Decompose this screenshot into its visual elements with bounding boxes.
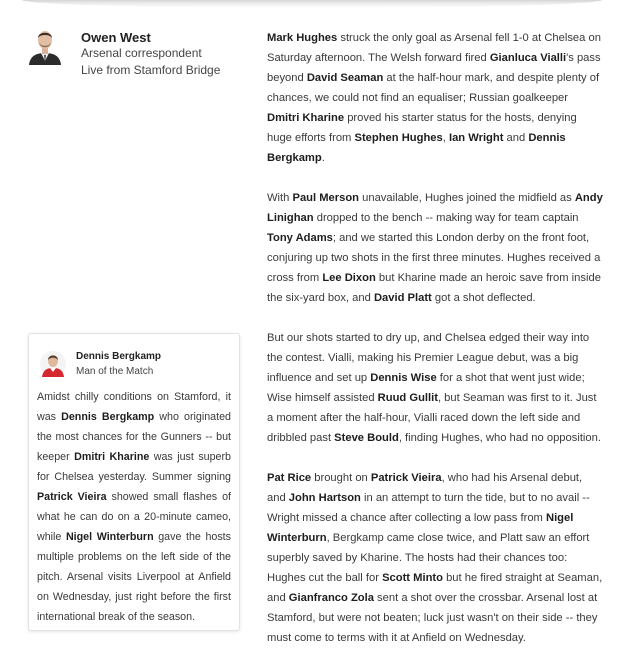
player-name: Stephen Hughes — [354, 132, 443, 144]
author-location: Live from Stamford Bridge — [81, 63, 221, 77]
player-name: Dennis Bergkamp — [267, 132, 566, 164]
text-run: showed small flashes of what he can do on a 20-minute cameo, while — [37, 491, 231, 543]
text-run: who originated the most chances for the Gunners -- but keeper — [37, 411, 231, 463]
text-run: sent a shot over the crossbar. Arsenal lost at Stamford, but were not beaten; luck just wasn't on their side -- they must come to terms with it at Anfield on Wednesday. — [267, 592, 598, 644]
author-name: Owen West — [81, 30, 151, 45]
text-run: , but Seaman was first to it. Just a moment after the half-hour, Vialli raced down the left side and dribbled past — [267, 392, 597, 444]
text-run: and — [503, 132, 529, 144]
text-run: for a shot that went just wide; Wise himself assisted — [267, 372, 585, 404]
player-name: Scott Minto — [382, 572, 443, 584]
text-run: at the half-hour mark, and despite plenty of chances, we could not find an equaliser; Russian goalkeeper — [267, 72, 600, 104]
text-run: , — [442, 132, 449, 144]
report-paragraph — [267, 468, 603, 648]
report-paragraph — [267, 188, 603, 308]
text-run: , who had his Arsenal debut, and — [267, 472, 583, 504]
text-run: brought on — [311, 472, 371, 484]
text-run: in an attempt to turn the tide, but to no avail -- Wright missed a chance after collecting a low pass from — [267, 492, 590, 524]
player-name: John Hartson — [288, 492, 361, 504]
match-report — [267, 28, 603, 668]
report-paragraph — [267, 28, 603, 168]
text-run: struck the only goal as Arsenal fell 1-0 at Chelsea on Saturday afternoon. The Welsh forward fired — [267, 32, 601, 64]
text-run: was just superb for Chelsea yesterday. Summer signing — [37, 451, 232, 483]
player-name: Patrick Vieira — [37, 491, 107, 503]
text-run: , finding Hughes, who had no opposition. — [398, 432, 601, 444]
author-avatar-icon — [28, 27, 62, 65]
top-divider — [22, 0, 602, 8]
motm-label: Man of the Match — [76, 366, 154, 377]
player-name: Dennis Bergkamp — [61, 411, 155, 423]
text-run: unavailable, Hughes joined the midfield as — [359, 192, 575, 204]
player-name: David Seaman — [306, 72, 384, 84]
player-name: Dennis Wise — [370, 372, 437, 384]
text-run: Amidst chilly conditions on Stamford, it was — [37, 391, 231, 423]
player-name: David Platt — [373, 292, 432, 304]
text-run: but he fired straight at Seaman, and — [267, 572, 603, 604]
player-avatar-icon — [40, 351, 66, 377]
text-run: ; and we started this London derby on the front foot, conjuring up two shots in the first three minutes. Hughes received a cross from — [267, 232, 601, 284]
player-name: Tony Adams — [267, 232, 333, 244]
text-run: gave the hosts multiple problems on the left side of the pitch. Arsenal visits Liverpool at Anfield on Wednesday, just right before the first international break of the season. — [37, 531, 231, 623]
motm-summary — [37, 387, 231, 627]
player-name: Pat Rice — [267, 472, 312, 484]
player-name: Lee Dixon — [322, 272, 376, 284]
player-name: Nigel Winterburn — [65, 531, 154, 543]
text-run: but Kharine made an heroic save from inside the six-yard box, and — [267, 272, 601, 304]
text-run: dropped to the bench -- making way for team captain — [313, 212, 579, 224]
player-name: Gianluca Vialli — [489, 52, 567, 64]
player-name: Nigel Winterburn — [267, 512, 574, 544]
text-run: With — [267, 192, 293, 204]
player-name: Andy Linighan — [267, 192, 603, 224]
man-of-the-match-card — [28, 333, 240, 631]
motm-player-name: Dennis Bergkamp — [76, 351, 162, 362]
player-name: Ian Wright — [448, 132, 504, 144]
text-run: 's pass beyond — [267, 52, 601, 84]
text-run: , Bergkamp came close twice, and Platt saw an effort superbly saved by Kharine. The hosts had their chances too: Hughes cut the ball for — [267, 532, 590, 584]
player-name: Mark Hughes — [267, 32, 338, 44]
player-name: Ruud Gullit — [377, 392, 438, 404]
text-run: got a shot deflected. — [431, 292, 536, 304]
player-name: Steve Bould — [334, 432, 399, 444]
player-name: Gianfranco Zola — [288, 592, 374, 604]
text-run: proved his starter status for the hosts, denying huge efforts from — [267, 112, 577, 144]
text-run: . — [321, 152, 325, 164]
author-role: Arsenal correspondent — [81, 46, 202, 60]
text-run: But our shots started to dry up, and Chelsea edged their way into the contest. Vialli, making his Premier League debut, was a big influence and set up — [267, 332, 590, 384]
player-name: Dmitri Kharine — [74, 451, 150, 463]
player-name: Paul Merson — [292, 192, 360, 204]
player-name: Patrick Vieira — [370, 472, 442, 484]
report-paragraph — [267, 328, 603, 448]
player-name: Dmitri Kharine — [267, 112, 345, 124]
